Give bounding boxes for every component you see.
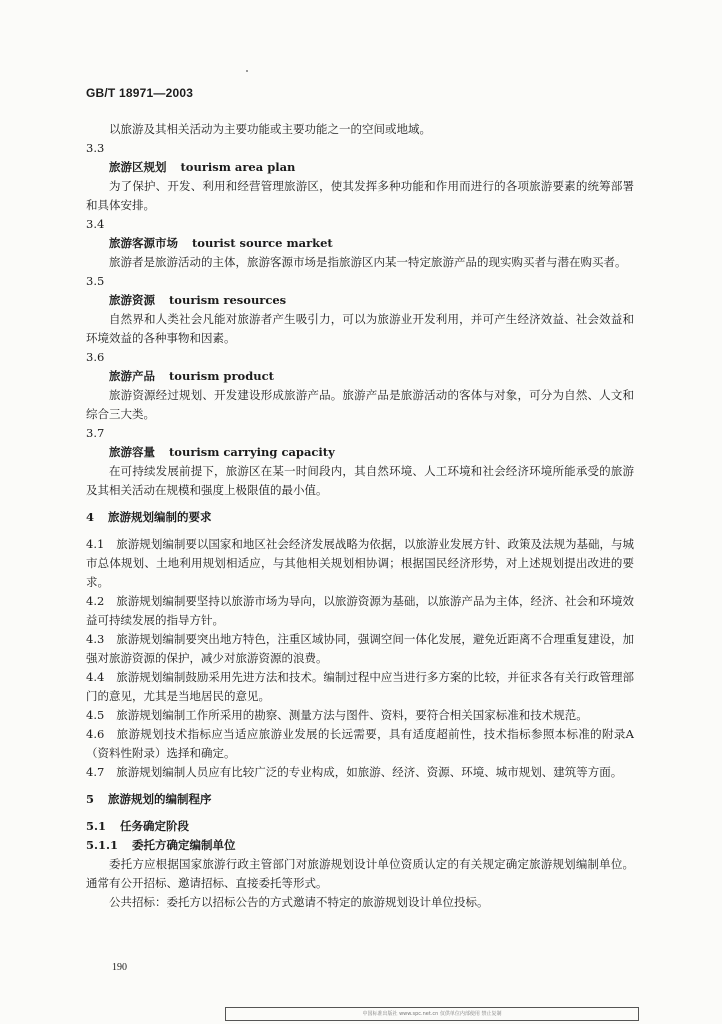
paragraph: 以旅游及其相关活动为主要功能或主要功能之一的空间或地域。 bbox=[109, 122, 431, 136]
scan-speck bbox=[246, 70, 248, 72]
term-chinese: 旅游客源市场 bbox=[109, 236, 178, 250]
clause-text: 委托方确定编制单位 bbox=[132, 838, 236, 852]
term-number: 3.6 bbox=[86, 350, 105, 364]
clause-text: 旅游规划编制要以国家和地区社会经济发展战略为依据，以旅游业发展方针、政策及法规为基础，与城市总体规划、土地利用规划相适应，与其他相关规划相协调；根据国民经济形势，对上述规划提出改进的要求。 bbox=[86, 537, 634, 589]
clause-number: 5.1.1 bbox=[86, 838, 119, 852]
term-english: tourism resources bbox=[169, 293, 287, 307]
clause bbox=[86, 725, 634, 763]
clause-number: 5.1 bbox=[86, 819, 107, 833]
clause-number: 4.5 bbox=[86, 708, 105, 722]
clause bbox=[86, 592, 634, 630]
term-chinese: 旅游资源 bbox=[109, 293, 155, 307]
clause-text: 任务确定阶段 bbox=[120, 819, 190, 833]
term-heading bbox=[86, 158, 634, 177]
term-heading bbox=[86, 443, 634, 462]
clause-number: 4.6 bbox=[86, 727, 105, 741]
term-english: tourism carrying capacity bbox=[169, 445, 335, 459]
clause-text: 旅游规划技术指标应当适应旅游业发展的长远需要，具有适度超前性，技术指标参照本标准的附录A（资料性附录）选择和确定。 bbox=[86, 727, 634, 760]
term-english: tourism area plan bbox=[180, 160, 296, 174]
section-heading bbox=[86, 508, 634, 527]
term-english: tourist source market bbox=[192, 236, 333, 250]
term-chinese: 旅游区规划 bbox=[109, 160, 167, 174]
clause-text: 旅游规划编制要坚持以旅游市场为导向，以旅游资源为基础，以旅游产品为主体，经济、社会和环境效益可持续发展的指导方针。 bbox=[86, 594, 634, 627]
section-heading bbox=[86, 790, 634, 809]
clause-number: 4.1 bbox=[86, 537, 105, 551]
clause-text: 旅游规划的编制程序 bbox=[108, 792, 212, 806]
paragraph: 旅游资源经过规划、开发建设形成旅游产品。旅游产品是旅游活动的客体与对象，可分为自然、人文和综合三大类。 bbox=[86, 388, 634, 421]
subsection-heading bbox=[86, 817, 634, 836]
term-number: 3.5 bbox=[86, 274, 105, 288]
term-chinese: 旅游容量 bbox=[109, 445, 155, 459]
footer-watermark-box: 中国标准出版社 www.spc.net.cn 仅供单位内部使用 禁止复制 bbox=[225, 1007, 639, 1021]
clause-text: 旅游规划编制鼓励采用先进方法和技术。编制过程中应当进行多方案的比较，并征求各有关行政管理部门的意见，尤其是当地居民的意见。 bbox=[86, 670, 634, 703]
term-chinese: 旅游产品 bbox=[109, 369, 155, 383]
term-number: 3.7 bbox=[86, 426, 105, 440]
standard-code-header: GB/T 18971—2003 bbox=[86, 86, 194, 100]
clause-number: 5 bbox=[86, 792, 95, 806]
term-heading bbox=[86, 291, 634, 310]
term-number: 3.3 bbox=[86, 141, 105, 155]
clause bbox=[86, 668, 634, 706]
clause-text: 旅游规划编制工作所采用的勘察、测量方法与图件、资料，要符合相关国家标准和技术规范。 bbox=[116, 708, 588, 722]
clause bbox=[86, 763, 634, 782]
clause-number: 4.3 bbox=[86, 632, 105, 646]
paragraph: 为了保护、开发、利用和经营管理旅游区，使其发挥多种功能和作用而进行的各项旅游要素的统筹部署和具体安排。 bbox=[86, 179, 634, 212]
clause bbox=[86, 630, 634, 668]
term-heading bbox=[86, 367, 634, 386]
paragraph: 自然界和人类社会凡能对旅游者产生吸引力，可以为旅游业开发利用，并可产生经济效益、社会效益和环境效益的各种事物和因素。 bbox=[86, 312, 634, 345]
document-body bbox=[86, 120, 634, 912]
paragraph: 在可持续发展前提下，旅游区在某一时间段内，其自然环境、人工环境和社会经济环境所能承受的旅游及其相关活动在规模和强度上极限值的最小值。 bbox=[86, 464, 634, 497]
paragraph: 公共招标：委托方以招标公告的方式邀请不特定的旅游规划设计单位投标。 bbox=[109, 895, 489, 909]
term-number: 3.4 bbox=[86, 217, 105, 231]
clause-text: 旅游规划编制要突出地方特色，注重区域协同，强调空间一体化发展，避免近距离不合理重复建设，加强对旅游资源的保护，减少对旅游资源的浪费。 bbox=[86, 632, 634, 665]
clause-number: 4.7 bbox=[86, 765, 105, 779]
term-heading bbox=[86, 234, 634, 253]
paragraph: 旅游者是旅游活动的主体，旅游客源市场是指旅游区内某一特定旅游产品的现实购买者与潜在购买者。 bbox=[109, 255, 627, 269]
clause bbox=[86, 706, 634, 725]
clause-number: 4.2 bbox=[86, 594, 105, 608]
clause-text: 旅游规划编制的要求 bbox=[108, 510, 212, 524]
clause-number: 4 bbox=[86, 510, 95, 524]
subsection-heading bbox=[86, 836, 634, 855]
paragraph: 委托方应根据国家旅游行政主管部门对旅游规划设计单位资质认定的有关规定确定旅游规划编制单位。通常有公开招标、邀请招标、直接委托等形式。 bbox=[86, 857, 634, 890]
term-english: tourism product bbox=[169, 369, 274, 383]
page-number: 190 bbox=[112, 962, 127, 973]
clause bbox=[86, 535, 634, 592]
clause-text: 旅游规划编制人员应有比较广泛的专业构成，如旅游、经济、资源、环境、城市规划、建筑等方面。 bbox=[116, 765, 623, 779]
clause-number: 4.4 bbox=[86, 670, 105, 684]
